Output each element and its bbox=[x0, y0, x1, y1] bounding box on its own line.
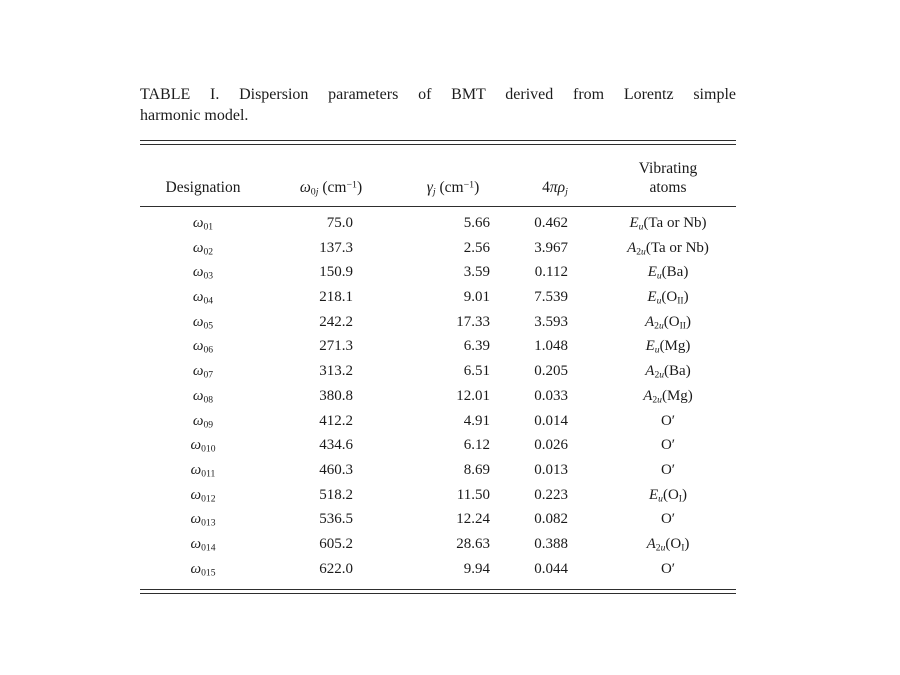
cell-vibrating-atoms: O′ bbox=[660, 560, 676, 577]
col-header-4pirho: $4\pi\rho_j$ bbox=[542, 179, 568, 198]
cell-4pirho: 0.388 bbox=[534, 535, 568, 552]
cell-vibrating-atoms: $E_u(Mg)$ bbox=[645, 338, 691, 356]
cell-4pirho: 0.205 bbox=[534, 363, 568, 380]
col-header-designation: Designation bbox=[165, 179, 241, 196]
cell-4pirho: 0.112 bbox=[534, 264, 568, 281]
cell-gammaj: 8.69 bbox=[463, 461, 490, 478]
cell-gammaj: 6.39 bbox=[463, 338, 490, 355]
cell-4pirho: 0.014 bbox=[534, 412, 568, 429]
cell-4pirho: 7.539 bbox=[534, 289, 568, 306]
bottom-double-rule bbox=[140, 589, 736, 594]
cell-gammaj: 12.01 bbox=[456, 387, 490, 404]
table-row bbox=[140, 557, 736, 582]
cell-omega0j: 218.1 bbox=[319, 289, 353, 306]
cell-omega0j: 412.2 bbox=[319, 412, 353, 429]
table-header-row bbox=[140, 145, 736, 206]
cell-4pirho: 0.044 bbox=[534, 560, 568, 577]
cell-vibrating-atoms: O′ bbox=[660, 437, 676, 454]
cell-omega0j: 242.2 bbox=[319, 313, 353, 330]
cell-designation: $\omega_{01}$ bbox=[192, 215, 214, 233]
table-row bbox=[140, 384, 736, 409]
cell-omega0j: 150.9 bbox=[319, 264, 353, 281]
cell-gammaj: 2.56 bbox=[463, 239, 490, 256]
table-row bbox=[140, 409, 736, 434]
table-row bbox=[140, 334, 736, 359]
cell-4pirho: 0.033 bbox=[534, 387, 568, 404]
cell-vibrating-atoms: O′ bbox=[660, 511, 676, 528]
cell-vibrating-atoms: $E_u(Ta$ or Nb) bbox=[629, 215, 707, 233]
cell-designation: $\omega_{03}$ bbox=[192, 264, 214, 282]
cell-4pirho: 0.462 bbox=[534, 215, 568, 231]
table-body bbox=[140, 207, 736, 589]
cell-4pirho: 0.223 bbox=[534, 486, 568, 503]
cell-omega0j: 75.0 bbox=[326, 215, 353, 231]
cell-4pirho: 3.593 bbox=[534, 313, 568, 330]
cell-omega0j: 622.0 bbox=[319, 560, 353, 577]
cell-gammaj: 28.63 bbox=[456, 535, 490, 552]
col-header-vibrating-atoms-line1: Vibrating bbox=[638, 160, 698, 177]
cell-gammaj: 11.50 bbox=[456, 486, 490, 503]
cell-vibrating-atoms: $A_{2u}(O_I)$ bbox=[646, 535, 690, 554]
cell-designation: $\omega_{013}$ bbox=[190, 511, 216, 529]
cell-4pirho: 1.048 bbox=[534, 338, 568, 355]
col-header-vibrating-atoms-line2: atoms bbox=[649, 179, 687, 196]
cell-gammaj: 3.59 bbox=[463, 264, 490, 281]
cell-omega0j: 313.2 bbox=[319, 363, 353, 380]
table-row bbox=[140, 236, 736, 261]
table-row bbox=[140, 433, 736, 458]
data-table bbox=[140, 140, 736, 594]
cell-designation: $\omega_{012}$ bbox=[190, 486, 216, 504]
table-block bbox=[140, 84, 736, 594]
cell-vibrating-atoms: $E_u(O_I)$ bbox=[649, 486, 687, 504]
cell-gammaj: 6.51 bbox=[463, 363, 490, 380]
cell-vibrating-atoms: O′ bbox=[660, 412, 676, 429]
cell-gammaj: 4.91 bbox=[463, 412, 490, 429]
cell-gammaj: 9.94 bbox=[463, 560, 490, 577]
cell-designation: $\omega_{014}$ bbox=[190, 535, 216, 554]
cell-omega0j: 460.3 bbox=[319, 461, 353, 478]
cell-omega0j: 536.5 bbox=[319, 511, 353, 528]
cell-designation: $\omega_{07}$ bbox=[192, 363, 214, 381]
cell-gammaj: 9.01 bbox=[463, 289, 490, 306]
cell-omega0j: 605.2 bbox=[319, 535, 353, 552]
table-row bbox=[140, 483, 736, 508]
cell-designation: $\omega_{010}$ bbox=[190, 437, 216, 455]
table-caption-line2: harmonic model. bbox=[140, 107, 249, 124]
cell-designation: $\omega_{011}$ bbox=[190, 461, 216, 480]
table-row bbox=[140, 507, 736, 532]
col-header-vibrating-atoms bbox=[600, 159, 736, 197]
table-caption bbox=[140, 84, 736, 126]
cell-omega0j: 380.8 bbox=[319, 387, 353, 404]
cell-gammaj: 12.24 bbox=[456, 511, 490, 528]
table-row bbox=[140, 532, 736, 557]
cell-omega0j: 271.3 bbox=[319, 338, 353, 355]
cell-vibrating-atoms: $A_{2u}(O_{II})$ bbox=[645, 313, 691, 332]
table-row bbox=[140, 260, 736, 285]
table-row bbox=[140, 359, 736, 384]
table-row bbox=[140, 458, 736, 483]
cell-4pirho: 0.026 bbox=[534, 437, 568, 454]
cell-vibrating-atoms: $E_u(Ba)$ bbox=[647, 264, 689, 282]
cell-omega0j: 137.3 bbox=[319, 239, 353, 256]
cell-omega0j: 518.2 bbox=[319, 486, 353, 503]
cell-gammaj: 6.12 bbox=[463, 437, 490, 454]
cell-gammaj: 5.66 bbox=[463, 215, 490, 231]
cell-vibrating-atoms: $A_{2u}(Ba)$ bbox=[645, 363, 691, 381]
cell-designation: $\omega_{04}$ bbox=[192, 289, 214, 307]
table-caption-line1: TABLE I. Dispersion parameters of BMT derived from Lorentz simple bbox=[140, 86, 736, 103]
cell-vibrating-atoms: $A_{2u}(Mg)$ bbox=[643, 387, 693, 406]
cell-omega0j: 434.6 bbox=[319, 437, 353, 454]
cell-gammaj: 17.33 bbox=[456, 313, 490, 330]
table-row bbox=[140, 285, 736, 310]
cell-4pirho: 0.082 bbox=[534, 511, 568, 528]
cell-designation: $\omega_{015}$ bbox=[190, 560, 216, 579]
cell-4pirho: 3.967 bbox=[534, 239, 568, 256]
cell-vibrating-atoms: $A_{2u}(Ta$ or Nb) bbox=[627, 239, 709, 258]
col-header-omega0j: $\omega_{0j}$ $(cm^{-1})$ bbox=[299, 179, 363, 198]
cell-designation: $\omega_{05}$ bbox=[192, 313, 214, 332]
cell-designation: $\omega_{02}$ bbox=[192, 239, 214, 258]
cell-designation: $\omega_{09}$ bbox=[192, 412, 214, 430]
table-row bbox=[140, 211, 736, 236]
cell-4pirho: 0.013 bbox=[534, 461, 568, 478]
cell-designation: $\omega_{06}$ bbox=[192, 338, 214, 356]
cell-designation: $\omega_{08}$ bbox=[192, 387, 214, 406]
table-row bbox=[140, 310, 736, 335]
col-header-gammaj: $\gamma_j$ $(cm^{-1})$ bbox=[426, 179, 480, 198]
cell-vibrating-atoms: O′ bbox=[660, 461, 676, 478]
cell-vibrating-atoms: $E_u(O_{II})$ bbox=[647, 289, 689, 307]
